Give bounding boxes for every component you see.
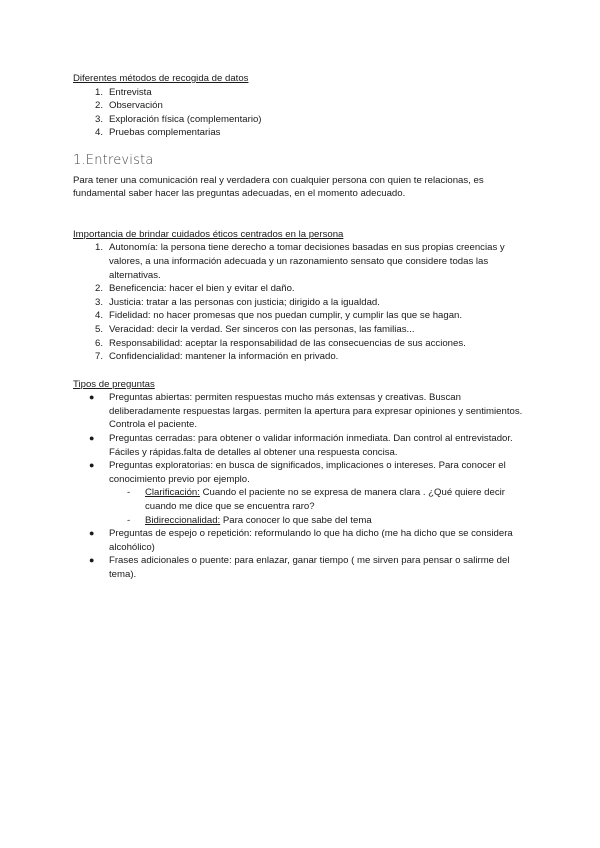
list-number: 1. — [94, 242, 103, 254]
sublist-text: Para conocer lo que sabe del tema — [220, 514, 372, 526]
list-item-text: Fidelidad: no hacer promesas que nos puedan cumplir, y cumplir las que se hagan. — [109, 310, 463, 322]
list-item-text: Autonomía: la persona tiene derecho a tomar decisiones basadas en sus propias creencias y valores, a una información adecuada y un razonamiento sensato que considere todas las alternativas. — [109, 242, 505, 281]
list-item-text: Responsabilidad: aceptar la responsabilidad de las consecuencias de sus acciones. — [109, 337, 466, 349]
list-item — [73, 554, 533, 581]
list-item — [73, 391, 533, 432]
bullet-icon: ● — [89, 433, 95, 444]
interview-heading: 1.Entrevista — [73, 152, 154, 168]
bullet-icon: ● — [89, 460, 95, 471]
bullet-icon: ● — [89, 528, 95, 539]
dash-icon: - — [127, 487, 131, 499]
ethics-list — [73, 241, 533, 363]
sublist-label: Clarificación: — [145, 487, 200, 499]
spacer — [73, 201, 533, 228]
list-number: 3. — [94, 296, 103, 308]
list-item-text: Confidencialidad: mantener la información en privado. — [109, 351, 339, 363]
ethics-heading: Importancia de brindar cuidados éticos centrados en la persona — [73, 228, 344, 240]
list-number: 2. — [94, 100, 103, 112]
list-item — [73, 296, 533, 310]
list-item — [73, 350, 533, 364]
list-number: 7. — [94, 351, 103, 363]
bullet-icon: ● — [89, 555, 95, 566]
list-item — [73, 459, 533, 527]
questions-heading: Tipos de preguntas — [73, 378, 155, 390]
spacer — [73, 364, 533, 378]
questions-list — [73, 391, 533, 581]
list-number: 5. — [94, 323, 103, 335]
list-item-text: Pruebas complementarias — [109, 127, 221, 139]
list-item-text: Frases adicionales o puente: para enlazar, ganar tiempo ( me sirven para pensar o salirme del tema). — [109, 555, 510, 580]
list-item — [73, 432, 533, 459]
list-number: 4. — [94, 310, 103, 322]
methods-list — [73, 86, 533, 140]
list-item — [73, 113, 533, 127]
list-item-text: Preguntas abiertas: permiten respuestas mucho más extensas y creativas. Buscan deliberadamente respuestas largas. permiten la apertura para expresar opiniones y sentimientos. Controla el paciente. — [109, 392, 523, 431]
list-item-text: Preguntas de espejo o repetición: reformulando lo que ha dicho (me ha dicho que se considera alcohólico) — [109, 528, 513, 553]
list-item-text: Preguntas exploratorias: en busca de significados, implicaciones o intereses. Para conocer el conocimiento previo por ejemplo. — [109, 460, 506, 485]
bullet-icon: ● — [89, 392, 95, 403]
list-item-text: Observación — [109, 100, 163, 112]
list-item-text: Veracidad: decir la verdad. Ser sinceros con las personas, las familias... — [109, 323, 415, 335]
list-number: 1. — [94, 86, 103, 98]
list-item — [73, 86, 533, 100]
document-content — [73, 72, 533, 582]
sublist-text: Cuando el paciente no se expresa de manera clara . ¿Qué quiere decir cuando me dice que se encuentra raro? — [145, 487, 505, 513]
list-item — [73, 241, 533, 282]
list-number: 2. — [94, 283, 103, 295]
list-item — [73, 337, 533, 351]
list-item — [73, 282, 533, 296]
sublist-label: Bidireccionalidad: — [145, 514, 221, 526]
list-number: 4. — [94, 127, 103, 139]
methods-heading: Diferentes métodos de recogida de datos — [73, 73, 249, 84]
list-item-text: Entrevista — [109, 86, 152, 98]
list-item — [73, 323, 533, 337]
list-item — [73, 126, 533, 140]
list-item-text: Beneficencia: hacer el bien y evitar el daño. — [109, 283, 295, 295]
list-number: 3. — [94, 113, 103, 125]
list-item — [73, 99, 533, 113]
list-item-text: Exploración física (complementario) — [109, 113, 262, 125]
list-item — [73, 527, 533, 554]
dash-icon: - — [127, 514, 131, 526]
interview-paragraph: Para tener una comunicación real y verdadera con cualquier persona con quien te relacionas, es fundamental saber hacer las preguntas adecuadas, en el momento adecuado. — [73, 174, 484, 200]
list-item — [73, 309, 533, 323]
sublist-item — [73, 514, 533, 528]
sublist-item — [73, 486, 533, 513]
exploratory-sublist — [73, 486, 533, 527]
list-item-text: Justicia: tratar a las personas con justicia; dirigido a la igualdad. — [109, 296, 380, 308]
list-number: 6. — [94, 337, 103, 349]
list-item-text: Preguntas cerradas: para obtener o validar información inmediata. Dan control al entrevistador. Fáciles y rápidas.falta de detalles al obtener una respuesta concisa. — [109, 433, 513, 458]
